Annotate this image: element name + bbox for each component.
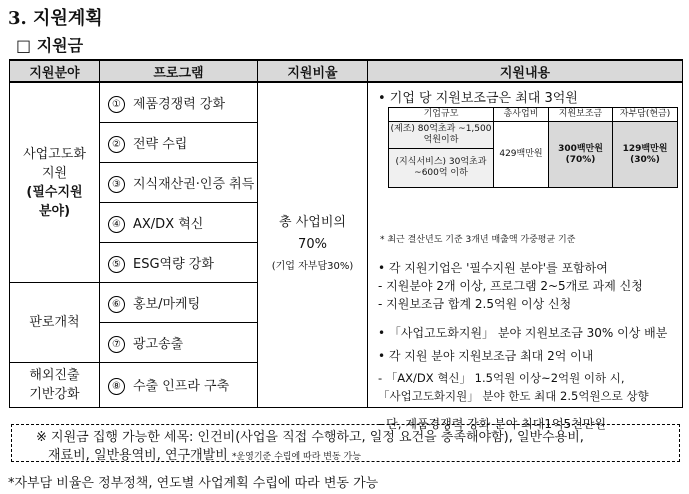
program-row: [100, 163, 258, 203]
grant-sub-table: [388, 107, 678, 188]
header-rate: 지원비율: [258, 60, 368, 82]
content-sub-bullet: - 지원보조금 합계 2.5억원 이상 신청: [378, 297, 572, 311]
notice-line: ※ 지원금 집행 가능한 세목: 인건비(사업을 직접 수행하고, 일정 요건을 충족해야함), 일반수용비,: [36, 430, 584, 445]
footnote: *자부담 비율은 정부정책, 연도별 사업계획 수립에 따라 변동 가능: [8, 476, 379, 491]
program-label: 전략 수립: [133, 136, 188, 152]
area-label: 기반강화: [29, 387, 80, 402]
program-row: [100, 82, 258, 123]
program-number: ⑧: [108, 378, 125, 395]
content-sub-bullet: 「사업고도화지원」 분야 한도 최대 2.5억원으로 상향: [378, 389, 649, 403]
content-bullet: • 「사업고도화지원」 분야 지원보조금 30% 이상 배분: [378, 326, 668, 340]
program-label: 광고송출: [133, 336, 184, 352]
content-bullet: • 각 지원 분야 지원보조금 최대 2억 이내: [378, 349, 594, 363]
sub-grant: [549, 122, 613, 188]
subsection-title: □ 지원금: [16, 36, 84, 55]
header-content: 지원내용: [368, 60, 683, 82]
content-sub-bullet: - 단, 제품경쟁력 강화 분야 최대1억5천만원: [378, 417, 606, 431]
program-number: ③: [108, 176, 125, 193]
content-bullet: • 기업 당 지원보조금은 최대 3억원: [378, 91, 578, 106]
area-market-expansion: 판로개척: [10, 283, 100, 363]
area-required-label: 분야): [38, 203, 71, 219]
program-row: [100, 123, 258, 163]
notice-text: 재료비, 일반용역비, 연구개발비: [48, 448, 228, 463]
section-title: 3. 지원계획: [8, 8, 103, 29]
notice-line: [48, 444, 361, 463]
program-number: ④: [108, 216, 125, 233]
program-number: ⑥: [108, 296, 125, 313]
area-label: 지원: [41, 165, 68, 181]
area-label: 해외진출: [29, 368, 80, 383]
program-row: [100, 323, 258, 363]
support-content-cell: [368, 82, 683, 431]
header-area: 지원분야: [10, 60, 100, 82]
support-table: [9, 59, 683, 431]
notice-small-note: *운영기준 수립에 따라 변동 가능: [231, 452, 361, 462]
grant-amount: 300백만원: [558, 143, 603, 154]
sub-size-manufacturing: (제조) 80억초과 ~1,500억원이하: [389, 122, 494, 149]
rate-line: 총 사업비의: [279, 215, 346, 230]
rate-value: 70%: [298, 237, 327, 252]
program-label: 지식재산권·인증 취득: [133, 176, 255, 192]
grant-percent: (70%): [565, 154, 596, 165]
area-label: 사업고도화: [23, 146, 86, 162]
program-number: ⑤: [108, 256, 125, 273]
sub-header: 총사업비: [494, 108, 549, 122]
content-sub-bullet: - 지원분야 2개 이상, 프로그램 2~5개로 과제 신청: [378, 279, 643, 293]
self-pay-amount: 129백만원: [622, 143, 668, 154]
content-bullet: • 각 지원기업은 '필수지원 분야'를 포함하여: [378, 261, 608, 275]
program-label: ESG역량 강화: [133, 256, 214, 272]
program-number: ②: [108, 136, 125, 153]
sub-header: 기업규모: [389, 108, 494, 122]
sub-self-pay: [613, 122, 678, 188]
self-pay-percent: (30%): [630, 154, 660, 165]
sub-note: * 최근 결산년도 기준 3개년 매출액 가중평균 기준: [380, 235, 576, 245]
area-business-advancement: [10, 82, 100, 283]
program-row: [100, 243, 258, 283]
program-row: [100, 363, 258, 408]
program-number: ⑦: [108, 336, 125, 353]
header-program: 프로그램: [100, 60, 258, 82]
program-label: 제품경쟁력 강화: [133, 96, 226, 112]
content-sub-bullet: - 「AX/DX 혁신」 1.5억원 이상~2억원 이하 시,: [378, 371, 625, 385]
area-required-label: (필수지원: [26, 184, 83, 200]
rate-note: (기업 자부담30%): [271, 261, 354, 272]
sub-size-knowledge-service: (지식서비스) 30억초과~600억 이하: [389, 149, 494, 188]
program-number: ①: [108, 96, 125, 113]
sub-total: 429백만원: [494, 122, 549, 188]
support-rate-cell: [258, 82, 368, 408]
program-row: [100, 203, 258, 243]
sub-header: 자부담(현금): [613, 108, 678, 122]
program-label: 홍보/마케팅: [133, 296, 201, 312]
sub-header: 지원보조금: [549, 108, 613, 122]
area-overseas-expansion: [10, 363, 100, 408]
program-label: 수출 인프라 구축: [133, 379, 230, 394]
program-label: AX/DX 혁신: [133, 216, 204, 232]
program-row: [100, 283, 258, 323]
